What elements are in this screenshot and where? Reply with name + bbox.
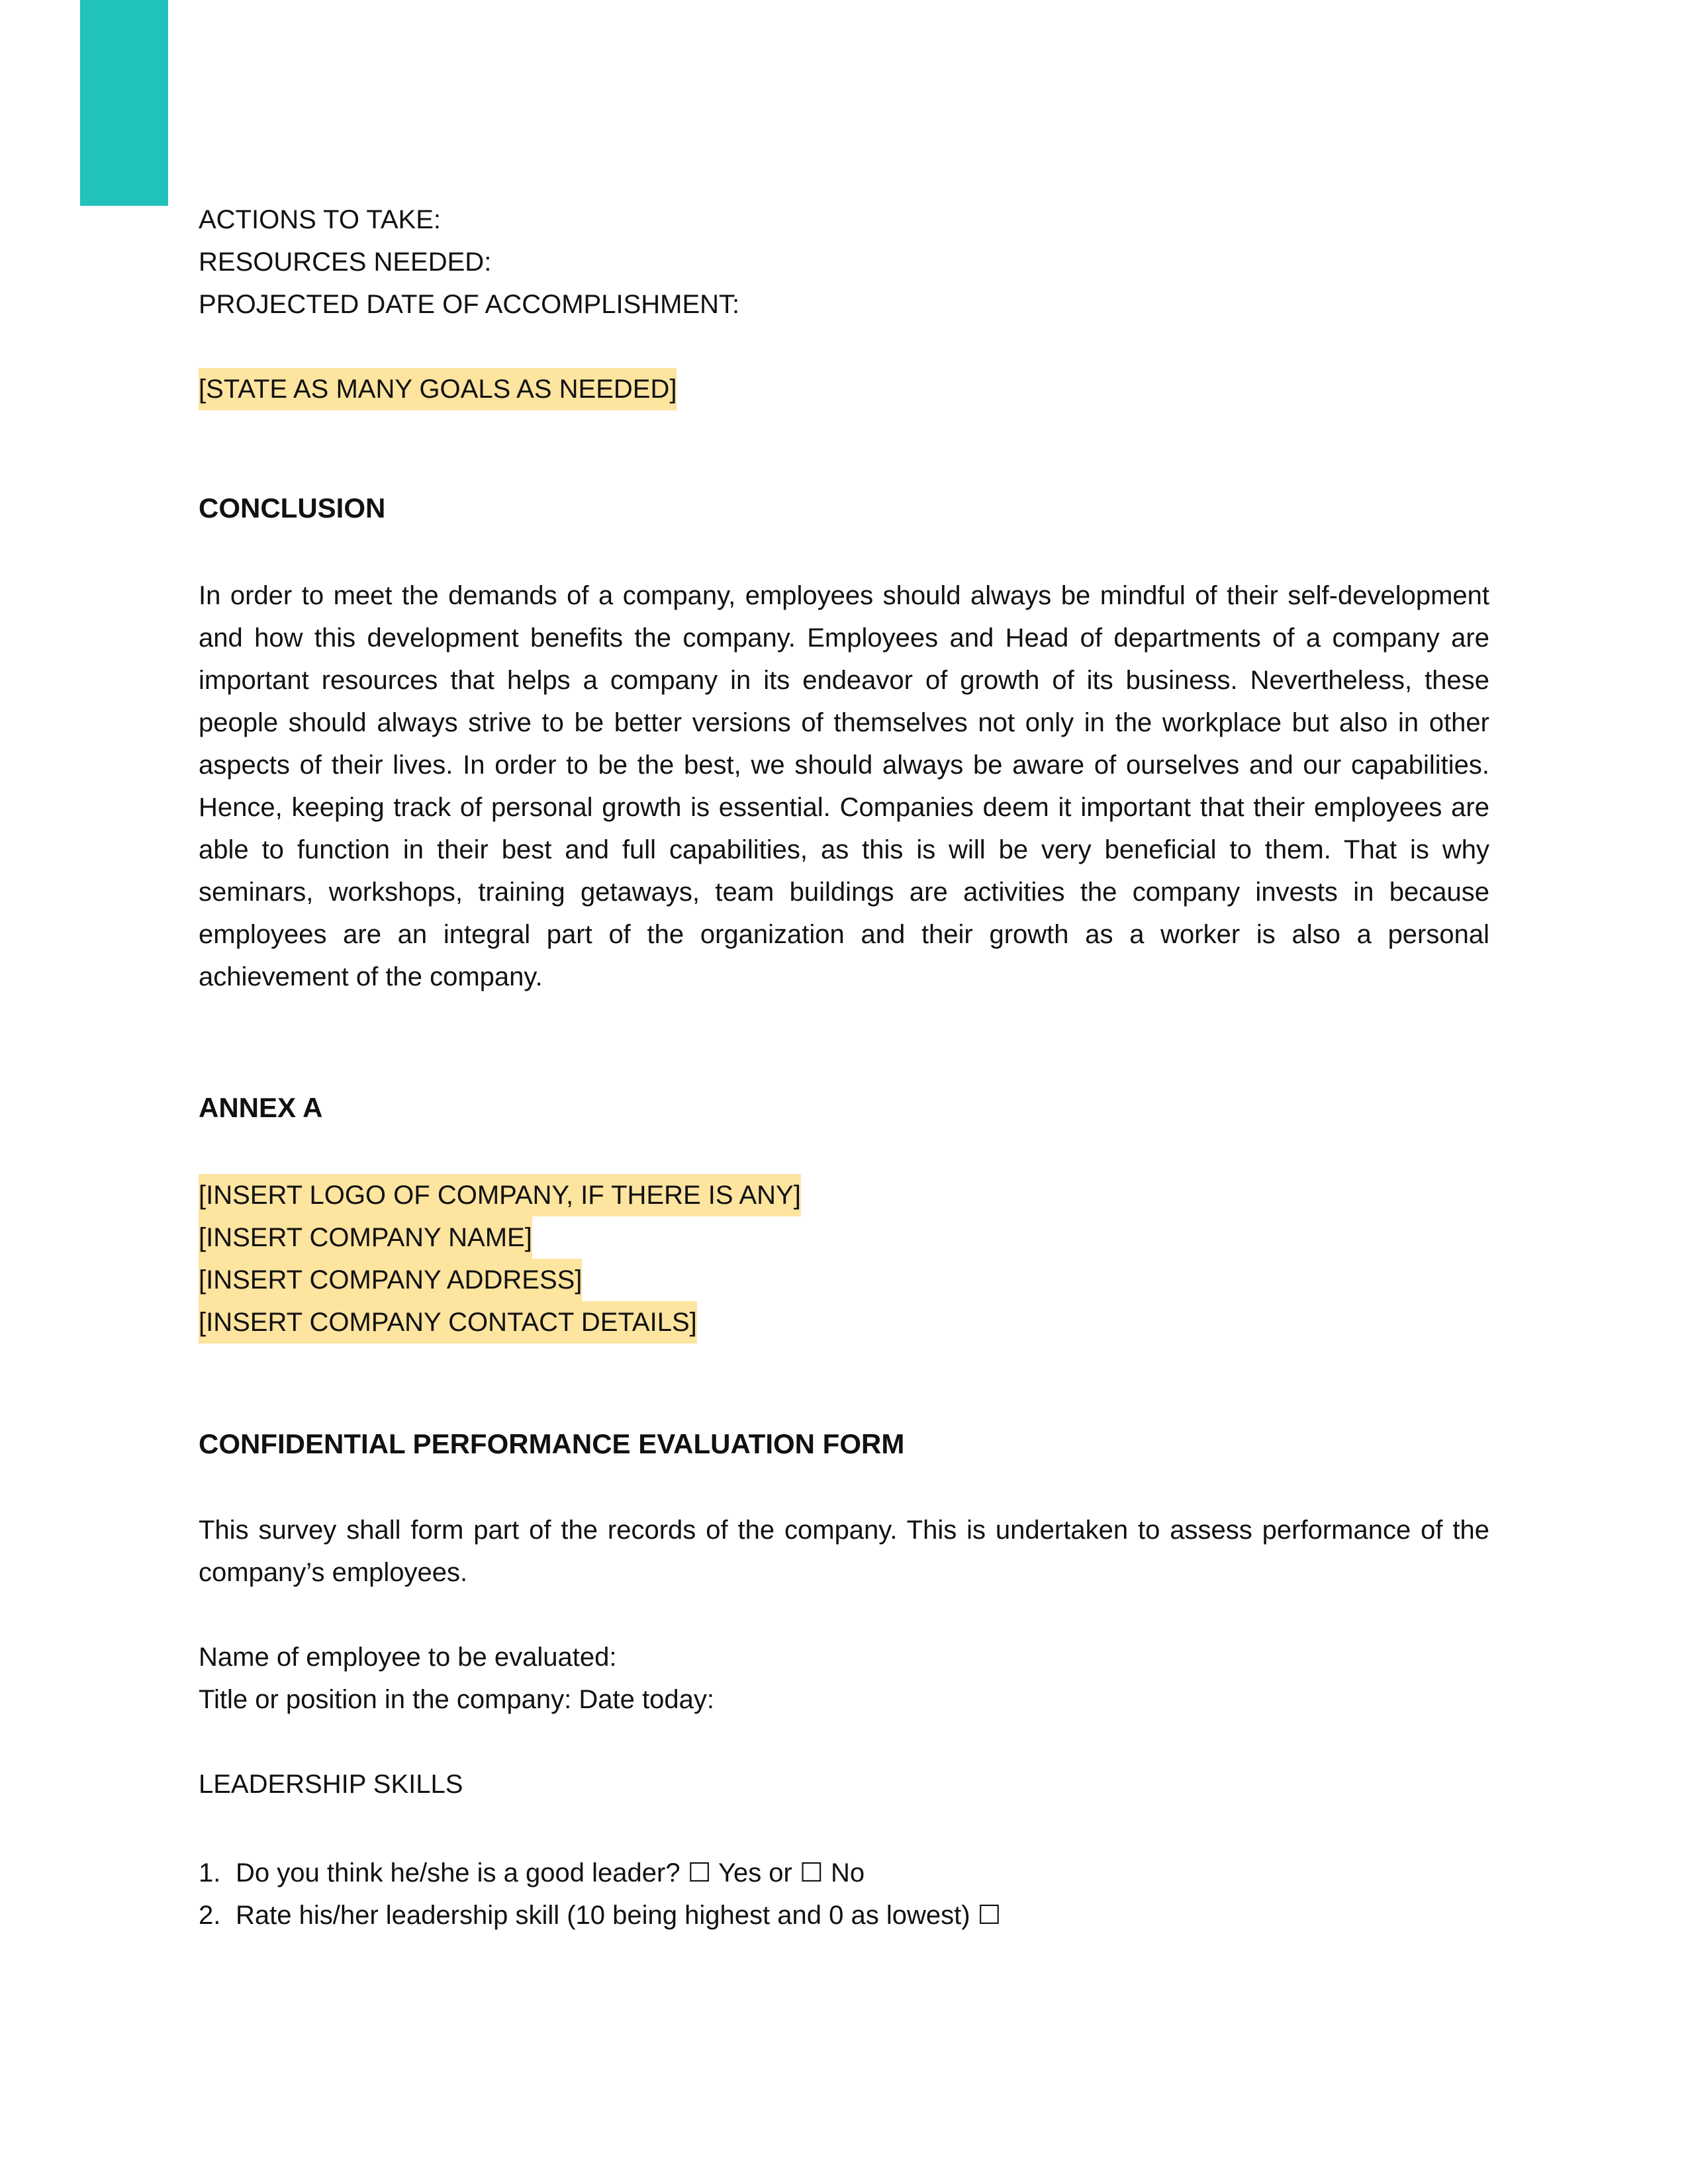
yes-checkbox[interactable]: ☐ [687, 1858, 712, 1888]
annex-contact-placeholder: [INSERT COMPANY CONTACT DETAILS] [199, 1301, 697, 1343]
goals-placeholder: [STATE AS MANY GOALS AS NEEDED] [199, 368, 677, 410]
conclusion-paragraph: In order to meet the demands of a company, employees should always be mindful of their self-development and how this development benefits the company. Employees and Head of departments of a company are important resources that helps a company in its endeavor of growth of its business. Nevertheless, these people should always strive to be better versions of themselves not only in the workplace but also in other aspects of their lives. In order to be the best, we should always be aware of ourselves and our capabilities. Hence, keeping track of personal growth is essential. Companies deem it important that their employees are able to function in their best and full capabilities, as this is will be very beneficial to them. That is why seminars, workshops, training getaways, team buildings are activities the company invests in because employees are an integral part of the organization and their growth as a worker is also a personal achievement of the company. [199, 581, 1489, 991]
title-date-label: Title or position in the company: Date today: [199, 1685, 714, 1714]
form-heading: CONFIDENTIAL PERFORMANCE EVALUATION FORM [199, 1428, 905, 1459]
document-page [199, 199, 1489, 1936]
conclusion-heading: CONCLUSION [199, 492, 386, 523]
no-label: No [830, 1858, 865, 1888]
actions-label: ACTIONS TO TAKE: [199, 205, 442, 234]
question-2-text: Rate his/her leadership skill (10 being highest and 0 as lowest) [236, 1901, 970, 1930]
question-1-text: Do you think he/she is a good leader? [236, 1858, 680, 1888]
question-1-number: 1. [199, 1858, 221, 1888]
accent-bar [80, 0, 168, 206]
question-2-number: 2. [199, 1901, 221, 1930]
yes-label: Yes or [718, 1858, 792, 1888]
employee-name-label: Name of employee to be evaluated: [199, 1643, 617, 1672]
resources-label: RESOURCES NEEDED: [199, 248, 492, 277]
annex-name-placeholder: [INSERT COMPANY NAME] [199, 1216, 532, 1259]
annex-heading: ANNEX A [199, 1092, 323, 1123]
question-2 [199, 1894, 1489, 1936]
rating-checkbox[interactable]: ☐ [977, 1900, 1002, 1931]
question-1 [199, 1852, 1489, 1894]
leadership-section-title: LEADERSHIP SKILLS [199, 1770, 463, 1799]
form-intro: This survey shall form part of the records of the company. This is undertaken to assess performance of the company’s employees. [199, 1516, 1489, 1587]
no-checkbox[interactable]: ☐ [800, 1858, 823, 1888]
annex-logo-placeholder: [INSERT LOGO OF COMPANY, IF THERE IS ANY] [199, 1174, 801, 1216]
projected-date-label: PROJECTED DATE OF ACCOMPLISHMENT: [199, 290, 740, 319]
annex-address-placeholder: [INSERT COMPANY ADDRESS] [199, 1259, 582, 1301]
